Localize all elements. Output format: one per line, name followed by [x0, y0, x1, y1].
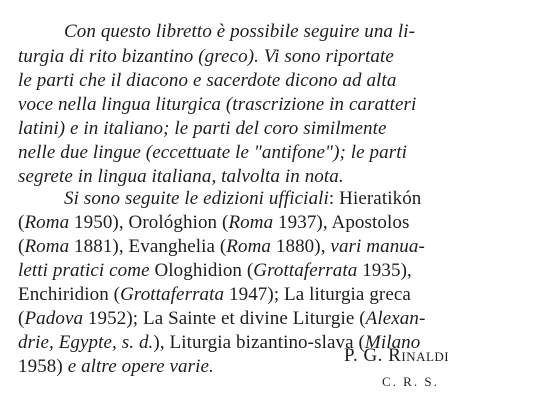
- text-fragment: Grottaferrata: [120, 284, 225, 305]
- text-fragment: Roma: [24, 236, 70, 257]
- text-fragment: 1952); La Sainte et divine Liturgie (: [83, 308, 366, 329]
- text-fragment: 1950), Orológhion (: [69, 212, 229, 233]
- text-fragment: 1947); La liturgia greca: [224, 284, 411, 305]
- text-fragment: (: [18, 308, 25, 329]
- text-fragment: 1958): [18, 356, 68, 377]
- author-signature: [344, 345, 449, 367]
- text-fragment: Si sono seguite le edizioni ufficiali: [64, 188, 329, 209]
- text-line: Con questo libretto è possibile seguire una li-: [64, 21, 416, 42]
- text-fragment: e altre opere varie.: [67, 356, 214, 377]
- text-fragment: Padova: [24, 308, 84, 329]
- text-line: voce nella lingua liturgica (trascrizione in caratteri: [18, 94, 417, 115]
- text-line: [18, 261, 412, 280]
- text-line: [18, 309, 425, 328]
- text-fragment: Roma: [226, 236, 272, 257]
- text-fragment: : Hieratikón: [328, 188, 422, 209]
- text-line: [64, 189, 421, 208]
- text-fragment: 1937), Apostolos: [273, 212, 410, 233]
- text-line: [18, 285, 411, 304]
- text-fragment: Alexan-: [365, 308, 426, 329]
- text-line: [18, 357, 214, 376]
- text-line: [18, 237, 425, 256]
- text-fragment: drie, Egypte, s. d.: [18, 332, 154, 353]
- author-affiliation: C. R. S.: [382, 374, 439, 389]
- text-fragment: Grottaferrata: [253, 260, 358, 281]
- text-fragment: Roma: [228, 212, 274, 233]
- text-fragment: 1935),: [357, 260, 412, 281]
- text-fragment: 1880),: [271, 236, 331, 257]
- text-line: [18, 213, 409, 232]
- text-fragment: Milano: [364, 332, 421, 353]
- text-fragment: Ologhidion (: [149, 260, 254, 281]
- text-line: segrete in lingua italiana, talvolta in nota.: [18, 166, 344, 187]
- text-line: latini) e in italiano; le parti del coro similmente: [18, 118, 387, 139]
- text-fragment: (: [18, 212, 25, 233]
- text-fragment: 1881), Evanghelia (: [69, 236, 227, 257]
- author-name-rest: inaldi: [401, 345, 450, 366]
- text-fragment: vari manua-: [330, 236, 425, 257]
- text-fragment: Roma: [24, 212, 70, 233]
- text-line: le parti che il diacono e sacerdote dicono ad alta: [18, 70, 397, 91]
- text-fragment: letti pratici come: [18, 260, 150, 281]
- text-fragment: (: [18, 236, 25, 257]
- text-fragment: ), Liturgia bizantino-slava (: [153, 332, 365, 353]
- text-line: turgia di rito bizantino (greco). Vi sono riportate: [18, 46, 394, 67]
- text-line: nelle due lingue (eccettuate le "antifone"); le parti: [18, 142, 407, 163]
- author-name-prefix: P. G. R: [344, 345, 402, 366]
- text-fragment: Enchiridion (: [18, 284, 121, 305]
